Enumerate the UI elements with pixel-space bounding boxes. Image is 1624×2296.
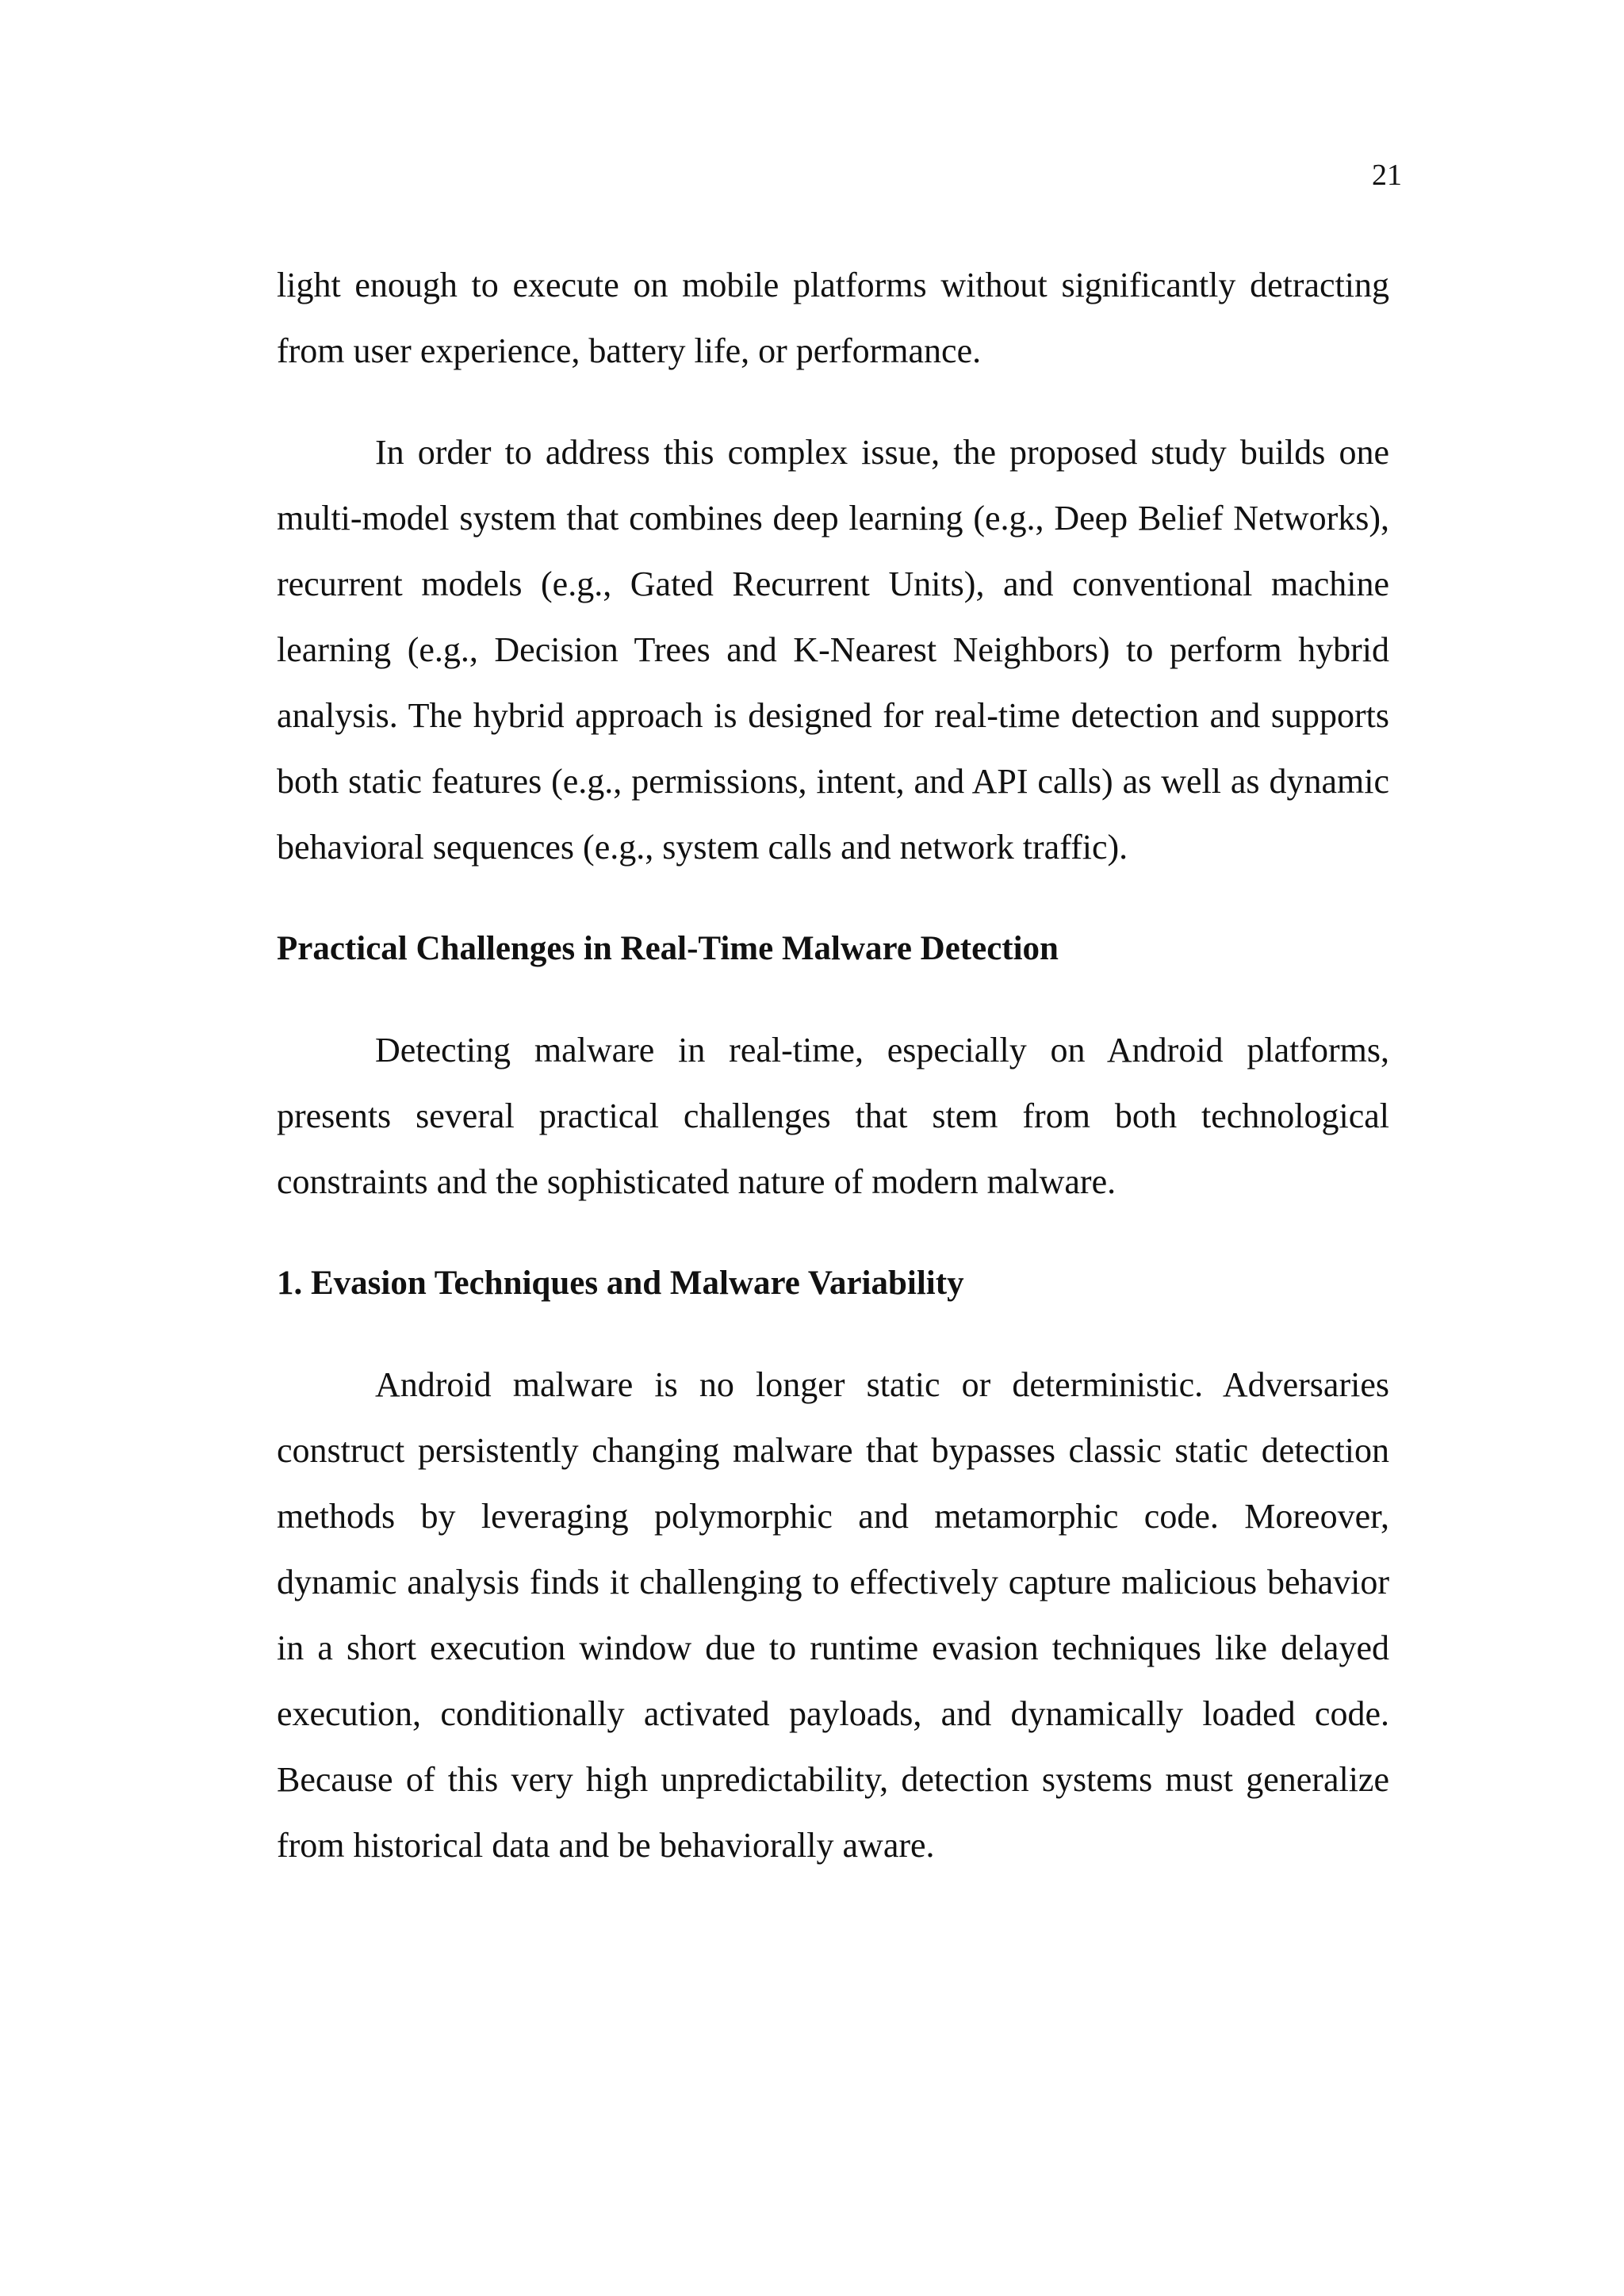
paragraph-challenges-intro: Detecting malware in real-time, especially on Android platforms, presents several practical challenges that stem from both technological constraints and the sophisticated nature of modern malware. <box>277 1031 1389 1201</box>
paragraph-proposed-study: In order to address this complex issue, the proposed study builds one multi-model system that combines deep learning (e.g., Deep Belief Networks), recurrent models (e.g., Gated Recurrent Units), and conventional machine learning (e.g., Decision Trees and K-Nearest Neighbors) to perform hybrid analysis. The hybrid approach is designed for real-time detection and supports both static features (e.g., permissions, intent, and API calls) as well as dynamic behavioral sequences (e.g., system calls and network traffic). <box>277 433 1389 867</box>
paragraph-evasion-techniques: Android malware is no longer static or deterministic. Adversaries construct persistently changing malware that bypasses classic static detection methods by leveraging polymorphic and metamorphic code. Moreover, dynamic analysis finds it challenging to effectively capture malicious behavior in a short execution window due to runtime evasion techniques like delayed execution, conditionally activated payloads, and dynamically loaded code. Because of this very high unpredictability, detection systems must generalize from historical data and be behaviorally aware. <box>277 1365 1389 1865</box>
section-heading-practical-challenges: Practical Challenges in Real-Time Malware Detection <box>277 930 1059 967</box>
page-body <box>277 252 1389 1878</box>
subsection-heading-evasion-techniques: 1. Evasion Techniques and Malware Variability <box>277 1265 964 1302</box>
page-number: 21 <box>1372 159 1402 192</box>
paragraph-continuation: light enough to execute on mobile platforms without significantly detracting from user experience, battery life, or performance. <box>277 266 1389 370</box>
